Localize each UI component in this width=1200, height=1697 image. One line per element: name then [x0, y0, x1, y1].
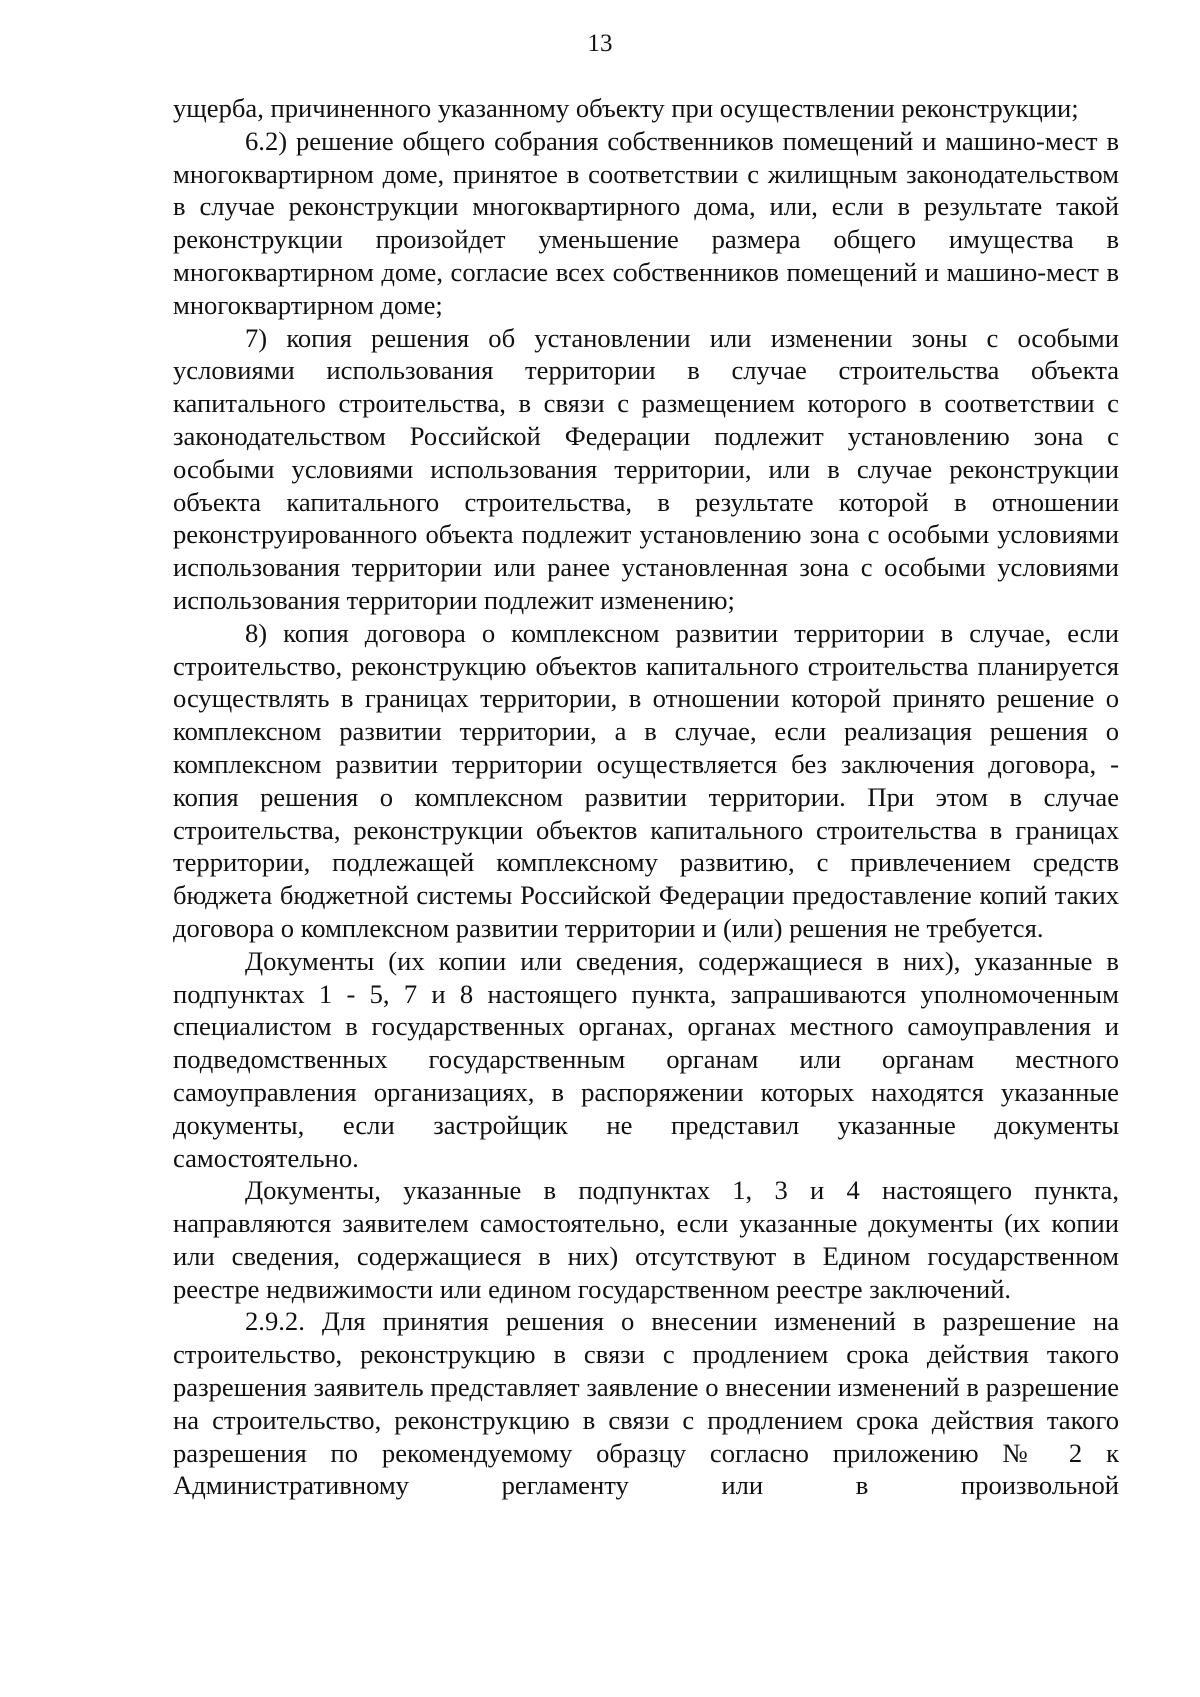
document-body: [173, 92, 1119, 1502]
paragraph-reconstruction-damage: ущерба, причиненного указанному объекту при осуществлении реконструкции;: [173, 93, 1079, 123]
paragraph-requested-documents: Документы (их копии или сведения, содержащиеся в них), указанные в подпунктах 1 - 5, 7 и 8 настоящего пункта, запрашиваются уполномоченным специалистом в государственных органах, органах местного самоуправления и подведомственных государственным органам или органам местного самоуправления организациях, в распоряжении которых находятся указанные документы, если застройщик не представил указанные документы самостоятельно.: [173, 945, 1119, 1173]
paragraph-2-9-2: 2.9.2. Для принятия решения о внесении изменений в разрешение на строительство, реконструкцию в связи с продлением срока действия такого разрешения заявитель представляет заявление о внесении изменений в разрешение на строительство, реконструкцию в связи с продлением срока действия такого разрешения по рекомендуемому образцу согласно приложению № 2 к Административному регламенту или в произвольной: [173, 1306, 1119, 1501]
paragraph-applicant-documents: Документы, указанные в подпунктах 1, 3 и 4 настоящего пункта, направляются заявителем самостоятельно, если указанные документы (их копии или сведения, содержащиеся в них) отсутствуют в Едином государственном реестре недвижимости или едином государственном реестре заключений.: [173, 1175, 1119, 1304]
paragraph-item-7: 7) копия решения об установлении или изменении зоны с особыми условиями использования территории в случае строительства объекта капитального строительства, в связи с размещением которого в соответствии с законодательством Российской Федерации подлежит установлению зона с особыми условиями использования территории, или в случае реконструкции объекта капитального строительства, в результате которой в отношении реконструированного объекта подлежит установлению зона с особыми условиями использования территории или ранее установленная зона с особыми условиями использования территории подлежит изменению;: [173, 322, 1119, 615]
page-number: 13: [587, 30, 613, 57]
paragraph-item-6-2: 6.2) решение общего собрания собственников помещений и машино-мест в многоквартирном доме, принятое в соответствии с жилищным законодательством в случае реконструкции многоквартирного дома, или, если в результате такой реконструкции произойдет уменьшение размера общего имущества в многоквартирном доме, согласие всех собственников помещений и машино-мест в многоквартирном доме;: [173, 125, 1119, 320]
paragraph-item-8: 8) копия договора о комплексном развитии территории в случае, если строительство, реконструкцию объектов капитального строительства планируется осуществлять в границах территории, в отношении которой принято решение о комплексном развитии территории, а в случае, если реализация решения о комплексном развитии территории осуществляется без заключения договора, - копия решения о комплексном развитии территории. При этом в случае строительства, реконструкции объектов капитального строительства в границах территории, подлежащей комплексному развитию, с привлечением средств бюджета бюджетной системы Российской Федерации предоставление копий таких договора о комплексном развитии территории и (или) решения не требуется.: [173, 617, 1119, 943]
